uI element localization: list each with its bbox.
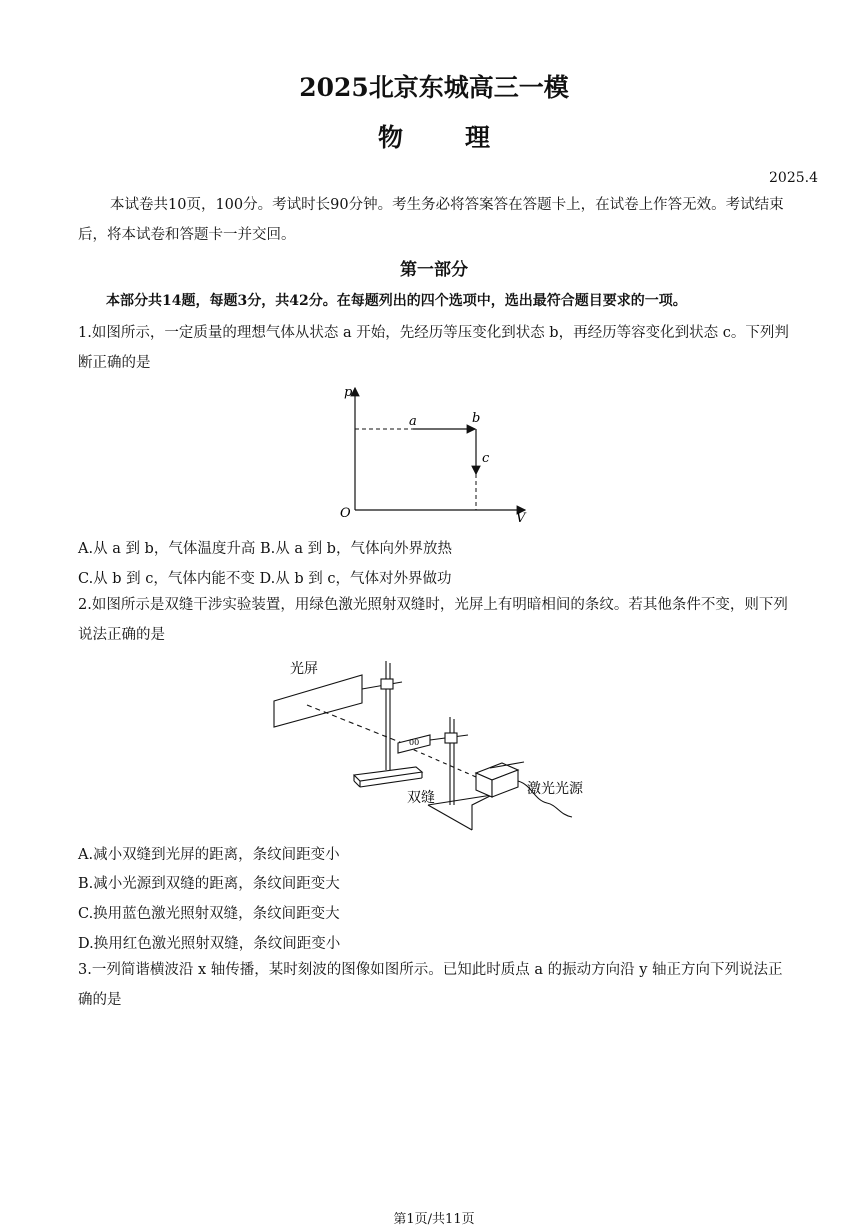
label-laser-source: 激光光源 xyxy=(527,781,583,797)
question-3-stem: 3.一列简谐横波沿 x 轴传播，某时刻波的图像如图所示。已知此时质点 a 的振动方向沿 y 轴正方向下列说法正确的是 xyxy=(78,962,783,1008)
question-1-stem: 1.如图所示，一定质量的理想气体从状态 a 开始，先经历等压变化到状态 b，再经历等容变化到状态 c。下列判断正确的是 xyxy=(78,325,789,371)
pv-diagram xyxy=(330,380,540,525)
slit-mark: 00 xyxy=(409,738,420,747)
label-c: c xyxy=(482,451,490,466)
left-stand-base xyxy=(354,767,422,781)
question-1-options-cd: C.从 b 到 c，气体内能不变 D.从 b 到 c，气体对外界做功 xyxy=(78,571,452,587)
table-edge xyxy=(428,795,492,830)
exam-date: 2025.4 xyxy=(769,170,818,186)
question-2-option-c: C.换用蓝色激光照射双缝，条纹间距变大 xyxy=(78,906,340,922)
page-footer: 第1页/共11页 xyxy=(393,1212,475,1227)
question-2-option-a: A.减小双缝到光屏的距离，条纹间距变小 xyxy=(78,847,340,863)
subject-char-2: 理 xyxy=(465,123,491,152)
label-a: a xyxy=(409,414,417,429)
subject-title xyxy=(0,118,868,154)
question-1-options-ab: A.从 a 到 b，气体温度升高 B.从 a 到 b，气体向外界放热 xyxy=(78,541,452,557)
label-p: p xyxy=(344,385,353,400)
subject-char-1: 物 xyxy=(377,123,403,152)
label-V: V xyxy=(516,511,526,525)
label-origin: O xyxy=(340,506,351,521)
section-title: 第一部分 xyxy=(400,260,468,280)
label-screen: 光屏 xyxy=(290,661,318,677)
screen-plate xyxy=(274,675,362,727)
label-b: b xyxy=(472,411,481,426)
section-note: 本部分共14题，每题3分，共42分。在每题列出的四个选项中，选出最符合题目要求的一项。 xyxy=(106,293,687,309)
exam-instructions: 本试卷共10页，100分。考试时长90分钟。考生务必将答案答在答题卡上，在试卷上作答无效。考试结束后，将本试卷和答题卡一并交回。 xyxy=(78,197,784,243)
question-2-stem: 2.如图所示是双缝干涉实验装置，用绿色激光照射双缝时，光屏上有明暗相间的条纹。若其他条件不变，则下列说法正确的是 xyxy=(78,597,788,643)
exam-title: 2025北京东城高三一模 xyxy=(299,73,569,102)
double-slit-apparatus xyxy=(262,655,602,835)
question-2-option-b: B.减小光源到双缝的距离，条纹间距变大 xyxy=(78,876,340,892)
question-2-option-d: D.换用红色激光照射双缝，条纹间距变小 xyxy=(78,936,341,952)
label-double-slit: 双缝 xyxy=(407,790,435,806)
